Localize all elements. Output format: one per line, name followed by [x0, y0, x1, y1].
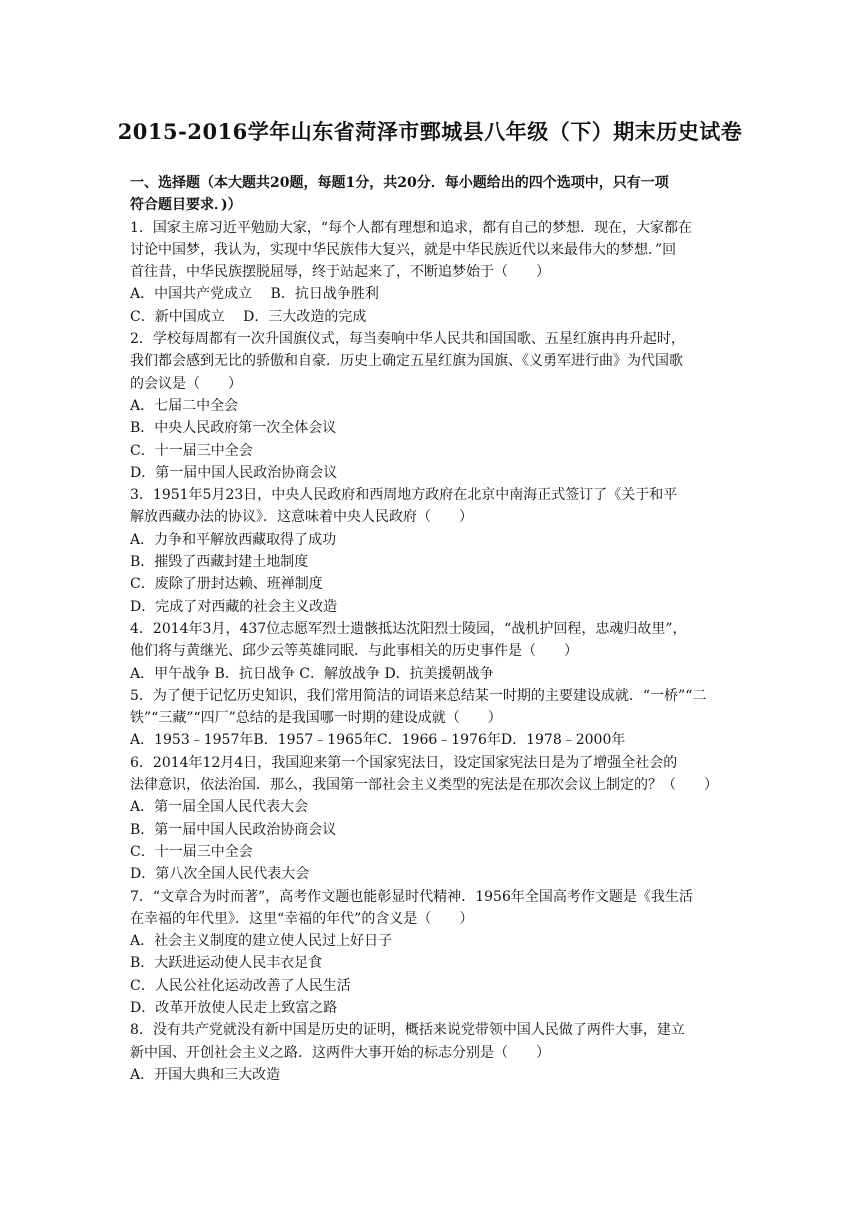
option-line: A．甲午战争 B．抗日战争 C．解放战争 D．抗美援朝战争	[130, 665, 494, 682]
question-stem-line: 在幸福的年代里》．这里“幸福的年代”的含义是（ ）	[130, 910, 474, 927]
question-stem-line: 6．2014年12月4日，我国迎来第一个国家宪法日，设定国家宪法日是为了增强全社会的	[130, 754, 678, 771]
section-header-line: 一、选择题（本大题共20题，每题1分，共20分．每小题给出的四个选项中，只有一项	[130, 175, 669, 191]
question-item	[130, 217, 730, 328]
option-line: A．开国大典和三大改造	[130, 1066, 281, 1083]
option-line: D．完成了对西藏的社会主义改造	[130, 598, 338, 615]
option-line: D．第一届中国人民政治协商会议	[130, 464, 338, 481]
question-stem-line: 的会议是（ ）	[130, 375, 242, 392]
option-line: A．七届二中全会	[130, 397, 239, 414]
question-stem-line: 法律意识，依法治国．那么，我国第一部社会主义类型的宪法是在那次会议上制定的？（ ）	[130, 777, 718, 794]
question-stem-line: 铁”“三藏”“四厂”总结的是我国哪一时期的建设成就（ ）	[130, 710, 502, 727]
option-line: C．新中国成立 D．三大改造的完成	[130, 308, 367, 325]
question-stem-line: 讨论中国梦，我认为，实现中华民族伟大复兴，就是中华民族近代以来最伟大的梦想．”回	[130, 241, 677, 258]
question-item	[130, 886, 730, 1020]
question-item	[130, 618, 730, 685]
option-line: A．社会主义制度的建立使人民过上好日子	[130, 933, 393, 950]
question-stem-line: 7．“文章合为时而著”，高考作文题也能彰显时代精神．1956年全国高考作文题是《我生活	[130, 888, 693, 905]
page-title: 2015-2016学年山东省菏泽市鄄城县八年级（下）期末历史试卷	[117, 119, 743, 144]
question-stem-line: 5．为了便于记忆历史知识，我们常用简洁的词语来总结某一时期的主要建设成就．“一桥”“二	[130, 687, 707, 704]
question-stem-line: 新中国、开创社会主义之路．这两件大事开始的标志分别是（ ）	[130, 1044, 550, 1061]
question-item	[130, 328, 730, 484]
question-stem-line: 解放西藏办法的协议》．这意味着中央人民政府（ ）	[130, 509, 473, 526]
question-item	[130, 484, 730, 618]
option-line: C．人民公社化运动改善了人民生活	[130, 977, 351, 994]
option-line: B．第一届中国人民政治协商会议	[130, 821, 337, 838]
question-stem-line: 8．没有共产党就没有新中国是历史的证明，概括来说党带领中国人民做了两件大事，建立	[130, 1022, 685, 1039]
question-stem-line: 首往昔，中华民族摆脱屈辱，终于站起来了，不断追梦始于（ ）	[130, 264, 550, 281]
option-line: B．大跃进运动使人民丰衣足食	[130, 955, 323, 972]
option-line: D．第八次全国人民代表大会	[130, 866, 310, 883]
question-stem-line: 1．国家主席习近平勉励大家，“每个人都有理想和追求，都有自己的梦想．现在，大家都在	[130, 219, 693, 236]
option-line: B．摧毁了西藏封建土地制度	[130, 554, 309, 571]
question-list	[130, 217, 730, 1087]
option-line: B．中央人民政府第一次全体会议	[130, 420, 337, 437]
question-stem-line: 我们都会感到无比的骄傲和自豪．历史上确定五星红旗为国旗、《义勇军进行曲》为代国歌	[130, 353, 683, 370]
option-line: D．改革开放使人民走上致富之路	[130, 999, 338, 1016]
option-line: A．第一届全国人民代表大会	[130, 799, 309, 816]
section-header-line: 符合题目要求．)）	[130, 197, 242, 214]
option-line: A．力争和平解放西藏取得了成功	[130, 531, 337, 548]
option-line: C．十一届三中全会	[130, 843, 253, 860]
question-stem-line: 2．学校每周都有一次升国旗仪式，每当奏响中华人民共和国国歌、五星红旗冉冉升起时，	[130, 331, 685, 348]
question-item	[130, 685, 730, 752]
question-stem-line: 4．2014年3月，437位志愿军烈士遗骸抵达沈阳烈士陵园，“战机护回程，忠魂归故里”，	[130, 620, 687, 637]
question-stem-line: 他们将与黄继光、邱少云等英雄同眠．与此事相关的历史事件是（ ）	[130, 643, 578, 660]
question-body	[130, 172, 730, 1086]
question-item	[130, 752, 730, 886]
option-line: A．1953﹣1957年B．1957﹣1965年C．1966﹣1976年D．1978﹣2000年	[130, 732, 626, 749]
option-line: C．十一届三中全会	[130, 442, 253, 459]
question-stem-line: 3．1951年5月23日，中央人民政府和西周地方政府在北京中南海正式签订了《关于和平	[130, 487, 678, 504]
option-line: C．废除了册封达赖、班禅制度	[130, 576, 323, 593]
question-item	[130, 1019, 730, 1086]
option-line: A．中国共产党成立 B．抗日战争胜利	[130, 286, 379, 303]
